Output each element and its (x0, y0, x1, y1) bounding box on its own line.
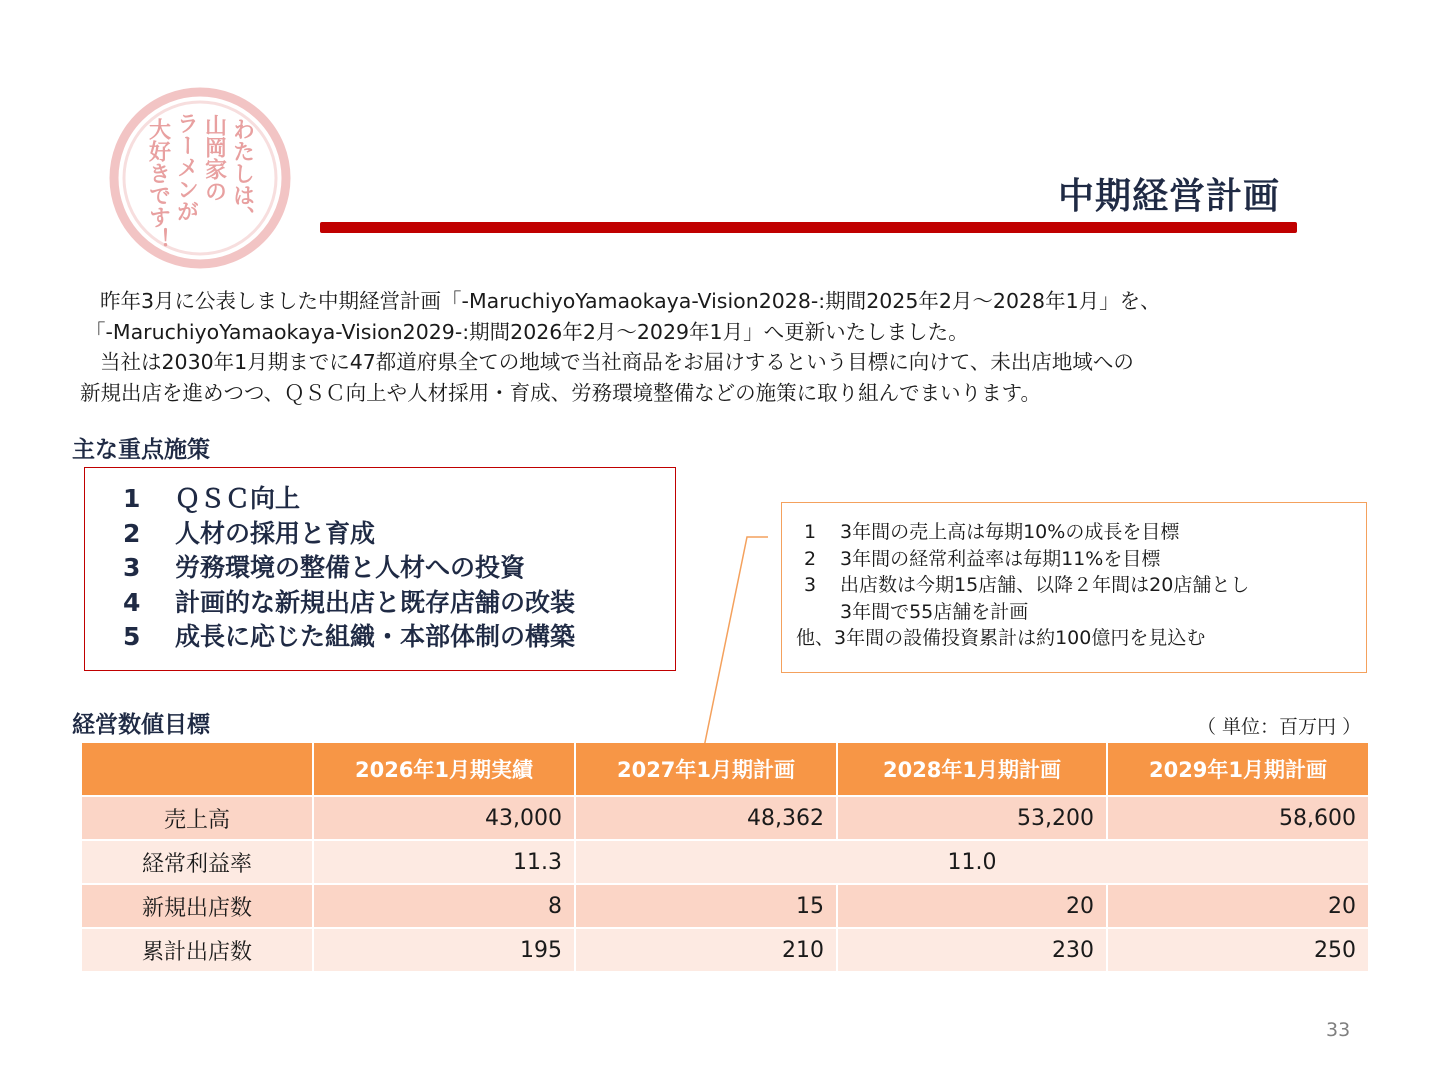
note-text: 3年間の売上高は毎期10%の成長を目標 (840, 521, 1180, 543)
column-header (82, 743, 312, 795)
column-header: 2027年1月期計画 (576, 743, 836, 795)
table-cell: 195 (314, 929, 574, 971)
table-cell: 210 (576, 929, 836, 971)
policy-number: 4 (123, 587, 141, 617)
policy-text: 人材の採用と育成 (175, 518, 376, 548)
note-item (796, 572, 1249, 599)
table-cell-merged: 11.0 (576, 841, 1368, 883)
page-title: 中期経営計画 (1057, 176, 1280, 217)
table-cell: 58,600 (1108, 797, 1368, 839)
note-text: 出店数は今期15店舗、以降２年間は20店舗とし (840, 574, 1250, 596)
intro-line-2: 「-MaruchiyoYamaokaya-Vision2029-:期間2026年2月～2029年1月」へ更新いたしました。 (85, 319, 969, 344)
table-row-new-stores (82, 885, 1368, 927)
policy-item (123, 482, 575, 517)
table-cell: 53,200 (838, 797, 1106, 839)
note-number: 3 (804, 574, 817, 596)
metrics-heading: 経営数値目標 (72, 712, 210, 738)
note-text: 3年間の経常利益率は毎期11%を目標 (840, 547, 1161, 570)
svg-text:山岡家の: 山岡家の (201, 114, 227, 202)
table-cell: 11.3 (314, 841, 574, 883)
table-header-row (82, 743, 1368, 795)
target-notes-box (781, 502, 1367, 673)
table-cell: 8 (314, 885, 574, 927)
intro-line-3: 当社は2030年1月期までに47都道府県全ての地域で当社商品をお届けするという目標に向けて、未出店地域への (100, 350, 1134, 374)
table-cell: 20 (838, 885, 1106, 927)
policy-item (123, 620, 575, 655)
policy-number: 5 (123, 622, 141, 651)
table-row-sales (82, 797, 1368, 839)
column-header: 2026年1月期実績 (314, 743, 574, 795)
unit-label: （ 単位：百万円 ） (1197, 716, 1362, 738)
policies-list (123, 482, 575, 655)
policy-number: 1 (123, 484, 141, 513)
note-footer: 他、3年間の設備投資累計は約100億円を見込む (796, 627, 1206, 649)
row-label: 累計出店数 (82, 929, 312, 971)
table-cell: 43,000 (314, 797, 574, 839)
table-cell: 15 (576, 885, 836, 927)
column-header: 2028年1月期計画 (838, 743, 1106, 795)
note-item (796, 519, 1249, 546)
intro-text (80, 286, 1380, 408)
policy-item (123, 517, 575, 552)
policy-text: 成長に応じた組織・本部体制の構築 (175, 622, 576, 651)
svg-text:ラーメンが: ラーメンが (173, 112, 199, 222)
svg-text:わたしは、: わたしは、 (229, 118, 255, 228)
note-item (796, 546, 1249, 573)
metrics-table (80, 741, 1370, 973)
policy-text: ＱＳＣ向上 (175, 484, 301, 513)
table-cell: 20 (1108, 885, 1368, 927)
target-notes-list (796, 519, 1249, 652)
policy-text: 労務環境の整備と人材への投資 (175, 553, 526, 582)
table-cell: 230 (838, 929, 1106, 971)
column-header: 2029年1月期計画 (1108, 743, 1368, 795)
table-row-margin (82, 841, 1368, 883)
brand-stamp-logo (104, 82, 296, 274)
note-number: 1 (804, 521, 817, 543)
row-label: 売上高 (82, 797, 312, 839)
table-cell: 250 (1108, 929, 1368, 971)
row-label: 経常利益率 (82, 841, 312, 883)
policy-text: 計画的な新規出店と既存店舗の改装 (175, 587, 576, 617)
intro-line-1: 昨年3月に公表しました中期経営計画「-MaruchiyoYamaokaya-Vision2028-:期間2025年2月～2028年1月」を、 (100, 289, 1161, 313)
policies-heading: 主な重点施策 (72, 437, 210, 463)
table-cell: 48,362 (576, 797, 836, 839)
note-continuation: 3年間で55店舗を計画 (840, 600, 1029, 623)
policy-number: 2 (123, 518, 141, 548)
svg-text:大好きです！: 大好きです！ (145, 118, 171, 250)
table-row-total-stores (82, 929, 1368, 971)
intro-line-4: 新規出店を進めつつ、ＱＳＣ向上や人材採用・育成、労務環境整備などの施策に取り組んでまいります。 (80, 380, 1042, 405)
page-number: 33 (1326, 1019, 1351, 1041)
row-label: 新規出店数 (82, 885, 312, 927)
policy-item (123, 551, 575, 586)
title-underline (320, 222, 1297, 233)
policies-box (84, 467, 676, 671)
note-number: 2 (804, 547, 817, 570)
policy-item (123, 586, 575, 621)
policy-number: 3 (123, 553, 141, 582)
